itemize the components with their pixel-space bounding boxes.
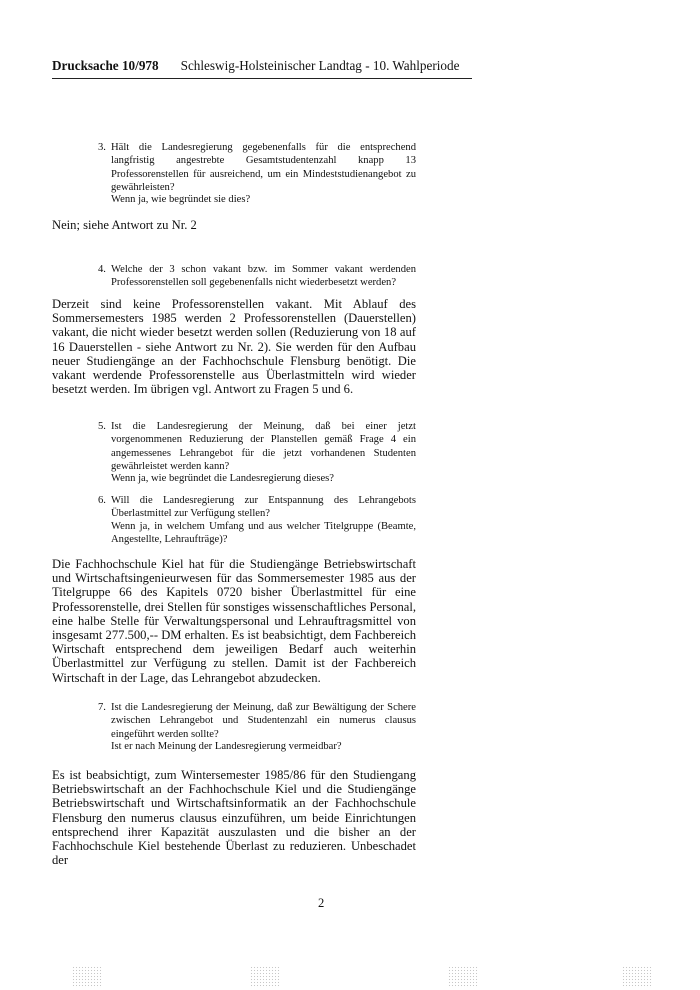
question-5 — [98, 420, 416, 473]
header-title: Schleswig-Holsteinischer Landtag - 10. Wahlperiode — [180, 58, 460, 73]
header-rule — [52, 78, 472, 79]
question-5-text: Ist die Landesregierung der Meinung, daß bei einer jetzt vorgenommenen Reduzierung der Planstellen gemäß Frage 4 ein angemessenes Lehrangebot für die jetzt vorhandenen Studenten gewährleistet werden kann? — [111, 421, 416, 472]
answer-7: Es ist beabsichtigt, zum Wintersemester 1985/86 für den Studiengang Betriebswirtschaft an der Fachhochschule Kiel und die Studiengänge Betriebswirtschaft und Wirtschaftsinformatik an der Fachhochschule Flensburg den numerus clausus einzuführen, um beide Einrichtungen entsprechend ihrer Kapazität auszulasten und die bisher an der Fachhochschule Kiel bestehende Überlast zu reduzieren. Unbeschadet der — [52, 768, 416, 868]
question-3-followup: Wenn ja, wie begründet sie dies? — [111, 194, 251, 205]
question-6-followup: Wenn ja, in welchem Umfang und aus welcher Titelgruppe (Beamte, Angestellte, Lehraufträge)? — [111, 521, 416, 546]
question-7-followup: Ist er nach Meinung der Landesregierung vermeidbar? — [111, 741, 342, 752]
question-7-number: 7. — [98, 702, 106, 713]
question-6-text: Will die Landesregierung zur Entspannung des Lehrangebots Überlastmittel zur Verfügung stellen? — [111, 495, 416, 520]
page-header — [52, 58, 648, 74]
document-number: Drucksache 10/978 — [52, 58, 159, 73]
question-3-number: 3. — [98, 142, 106, 153]
page-number: 2 — [318, 896, 325, 910]
answer-4: Derzeit sind keine Professorenstellen vakant. Mit Ablauf des Sommersemesters 1985 werden 2 Professorenstellen (Dauerstellen) vakant, die nicht wieder besetzt werden sollen (Reduzierung von 18 auf 16 Dauerstellen - siehe Antwort zu Nr. 2). Sie werden für den Aufbau neuer Studiengänge an der Fachhochschule Flensburg benötigt. Die vakant werdende Professorenstelle aus Überlastmitteln wird wieder besetzt werden. Im übrigen vgl. Antwort zu Fragen 5 und 6. — [52, 297, 416, 397]
question-7-text: Ist die Landesregierung der Meinung, daß zur Bewältigung der Schere zwischen Lehrangebot und Studentenzahl ein numerus clausus eingeführt werden sollte? — [111, 702, 416, 740]
question-4 — [98, 263, 416, 290]
question-6-number: 6. — [98, 495, 106, 506]
question-4-text: Welche der 3 schon vakant bzw. im Sommer vakant werdenden Professorenstellen soll gegebenenfalls nicht wiederbesetzt werden? — [111, 264, 416, 289]
question-3 — [98, 141, 416, 194]
question-7 — [98, 701, 416, 741]
scan-artifact — [72, 966, 102, 988]
question-5-number: 5. — [98, 421, 106, 432]
question-3-text: Hält die Landesregierung gegebenenfalls für die entsprechend langfristig angestrebte Gesamtstudentenzahl knapp 13 Professorenstellen für ausreichend, um ein Mindeststudienangebot zu gewährleisten? — [111, 142, 416, 193]
scan-artifact — [622, 966, 652, 988]
scan-artifact — [448, 966, 478, 988]
answer-5-6: Die Fachhochschule Kiel hat für die Studiengänge Betriebswirtschaft und Wirtschaftsingenieurwesen für das Sommersemester 1985 aus der Titelgruppe 66 des Kapitels 0720 bisher Überlastmittel für eine Professorenstelle, drei Stellen für sonstiges wissenschaftliches Personal, eine halbe Stelle für Verwaltungspersonal und Lehrauftragsmittel von insgesamt 277.500,-- DM erhalten. Es ist beabsichtigt, dem Fachbereich Wirtschaft entsprechend dem jeweiligen Bedarf auch weiterhin Überlastmittel zur Verfügung zu stellen. Damit ist der Fachbereich Wirtschaft in der Lage, das Lehrangebot abzudecken. — [52, 557, 416, 685]
answer-3: Nein; siehe Antwort zu Nr. 2 — [52, 218, 197, 232]
scan-artifact — [250, 966, 280, 988]
question-6 — [98, 494, 416, 521]
question-4-number: 4. — [98, 264, 106, 275]
question-5-followup: Wenn ja, wie begründet die Landesregierung dieses? — [111, 473, 335, 484]
